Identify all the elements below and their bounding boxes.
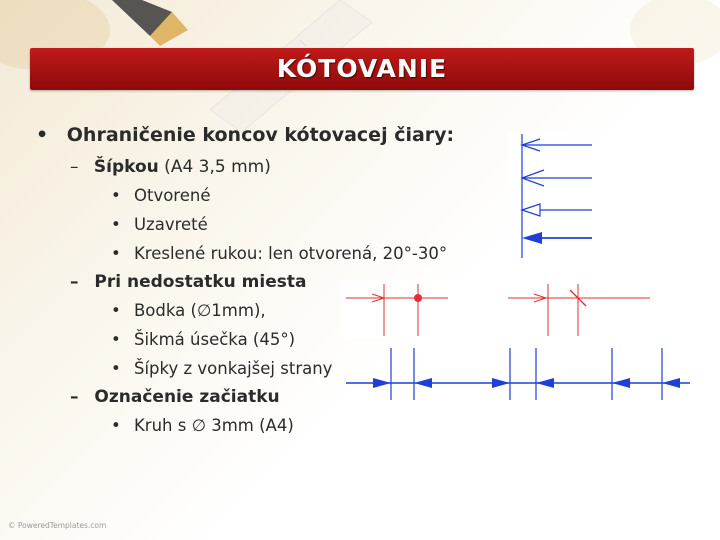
bullet-mark: • — [111, 301, 121, 320]
footer-credit: © PoweredTemplates.com — [8, 521, 107, 530]
bullet-mark: • — [111, 359, 121, 378]
slide-title: KÓTOVANIE — [276, 54, 448, 83]
sub-item-text: Otvorené — [133, 186, 211, 205]
outside-arrow-icon — [492, 378, 510, 388]
bullet-mark: • — [36, 124, 49, 146]
sub-item-text: Uzavreté — [133, 215, 208, 234]
dash-item-origin-text: Označenie začiatku — [94, 387, 280, 407]
outside-arrow-icon — [414, 378, 432, 388]
dash-mark: – — [70, 272, 79, 292]
bullet-mark: • — [111, 244, 121, 263]
dash-item-arrow-bold: Šípkou — [93, 157, 159, 177]
bullet-mark: • — [111, 215, 121, 234]
outside-arrow-icon — [373, 378, 391, 388]
arrow-types-figure — [508, 132, 598, 260]
bullet-mark: • — [111, 330, 121, 349]
dash-item-arrow-rest: (A4 3,5 mm) — [158, 157, 271, 177]
dash-item-space-text: Pri nedostatku miesta — [94, 272, 307, 292]
sub-item-text: Kruh s ∅ 3mm (A4) — [133, 416, 294, 435]
bullet-mark: • — [111, 416, 121, 435]
sub-item-text: Šikmá úsečka (45°) — [133, 330, 296, 349]
bullet-main-text: Ohraničenie koncov kótovacej čiary: — [66, 124, 455, 146]
outside-arrow-icon — [662, 378, 680, 388]
sub-item-text: Kreslené rukou: len otvorená, 20°-30° — [133, 244, 448, 263]
outside-arrows-figure — [346, 348, 690, 400]
limited-space-figure — [340, 280, 656, 338]
dash-mark: – — [70, 157, 79, 177]
bullet-mark: • — [111, 186, 121, 205]
dash-mark: – — [70, 387, 79, 407]
outside-arrow-icon — [612, 378, 630, 388]
outside-arrow-icon — [536, 378, 554, 388]
sub-item-text: Šípky z vonkajšej strany — [133, 359, 333, 378]
dot-terminator-icon — [414, 294, 422, 302]
sub-item-text: Bodka (∅1mm), — [133, 301, 266, 320]
